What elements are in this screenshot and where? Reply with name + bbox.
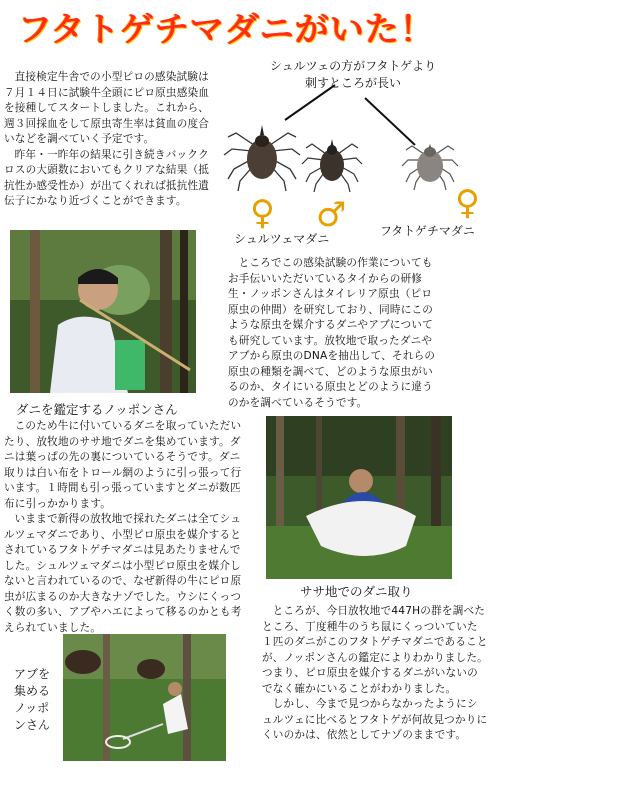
schulze-male-tick — [302, 139, 362, 192]
photo3-caption-line-3: ノッポ — [14, 701, 50, 715]
left-paragraph-1: このため牛に付いているダニを取っていただいたり、放牧地のササ地でダニを集めています。ダニは葉っぱの先の裏についているそうです。ダニ取りは白い布をトロール網のように引っ張って行います。１時間も引っ張っていますとダニが数匹布に引っかかります。 — [4, 420, 242, 510]
right-paragraph-2: しかし、今まで見つからなかったようにシュルツェに比べるとフタトゲが何故見つかりにくいのかは、依然としてナゾのままです。 — [262, 698, 488, 741]
tick-note-line-1: シュルツェの方がフタトゲより — [269, 59, 437, 73]
photo3-caption — [14, 666, 50, 734]
tick-illustration — [220, 80, 490, 210]
right-text — [262, 604, 488, 744]
photo3-caption-line-4: ンさん — [14, 718, 51, 732]
intro-paragraph-2: 昨年・一昨年の結果に引き続きバッククロスの大頭数においてもクリアな結果（抵抗性か感受性か）が出てくれれば抵抗性遺伝子にかなり近づくことができます。 — [4, 148, 210, 207]
futatoge-tick — [402, 144, 458, 190]
label-schulze: シュルツェマダニ — [234, 232, 330, 246]
middle-text: ところでこの感染試験の作業についてもお手伝いいただいているタイからの研修生・ノッポンさんはタイレリア原虫（ピロ原虫の仲間）を研究しており、同時にこのような原虫を媒介するダニやアブについても研究しています。放牧地で取ったダニやアブから原虫のDNAを抽出して、それらの原虫の種類を調べて、どのような原虫がいるのか、タイにいる原虫とどのように違うのかを調べているそうです。 — [228, 257, 436, 409]
tick-note-line-2: 刺すところが長い — [304, 76, 401, 90]
schulze-female-tick — [224, 125, 300, 191]
photo-nopphon-examining-ticks — [10, 230, 196, 393]
photo-tick-collecting — [266, 416, 452, 579]
intro-text — [4, 70, 216, 210]
intro-paragraph-1: 直接検定牛舎での小型ピロの感染試験は７月１４日に試験牛全頭にピロ原虫感染血を接種してスタートしました。これから、週３回採血をして原虫寄生率は貧血の度合いなどを調べていく予定です。 — [4, 71, 210, 145]
photo3-caption-line-2: 集める — [14, 684, 51, 698]
right-paragraph-1: ところが、今日放牧地で447Hの群を調べたところ、丁度種牛のうち鼠にくっついていた１匹のダニがこのフタトゲチマダニであることが、ノッポンさんの鑑定によりわかりました。つまり、ピロ原虫を媒介するダニがいないのでなく確かにいることがわかりました。 — [262, 605, 488, 695]
page-title: フタトゲチマダニがいた！ — [18, 10, 435, 50]
left-text — [4, 419, 248, 636]
female-symbol-2: ♀ — [455, 183, 480, 223]
label-futatoge: フタトゲチマダニ — [380, 224, 475, 238]
photo-collecting-horseflies — [63, 634, 226, 761]
left-paragraph-2: いままで新得の放牧地で採れたダニは全てシュルツェマダニであり、小型ピロ原虫を媒介するとされているフタトゲチマダニは見あたりませんでした。シュルツェマダニは小型ピロ原虫を媒介しないと言われているので、なぜ新得の牛にピロ原虫が広まるのか大きなナゾでした。ウシにくっつく数の多い、アブやハエによって移るのかとも考えられていました。 — [4, 513, 242, 634]
photo1-caption: ダニを鑑定するノッポンさん — [16, 402, 178, 417]
photo3-caption-line-1: アブを — [14, 667, 51, 681]
male-symbol: ♂ — [316, 195, 347, 235]
female-symbol: ♀ — [250, 193, 275, 233]
photo2-caption: ササ地でのダニ取り — [300, 584, 413, 599]
